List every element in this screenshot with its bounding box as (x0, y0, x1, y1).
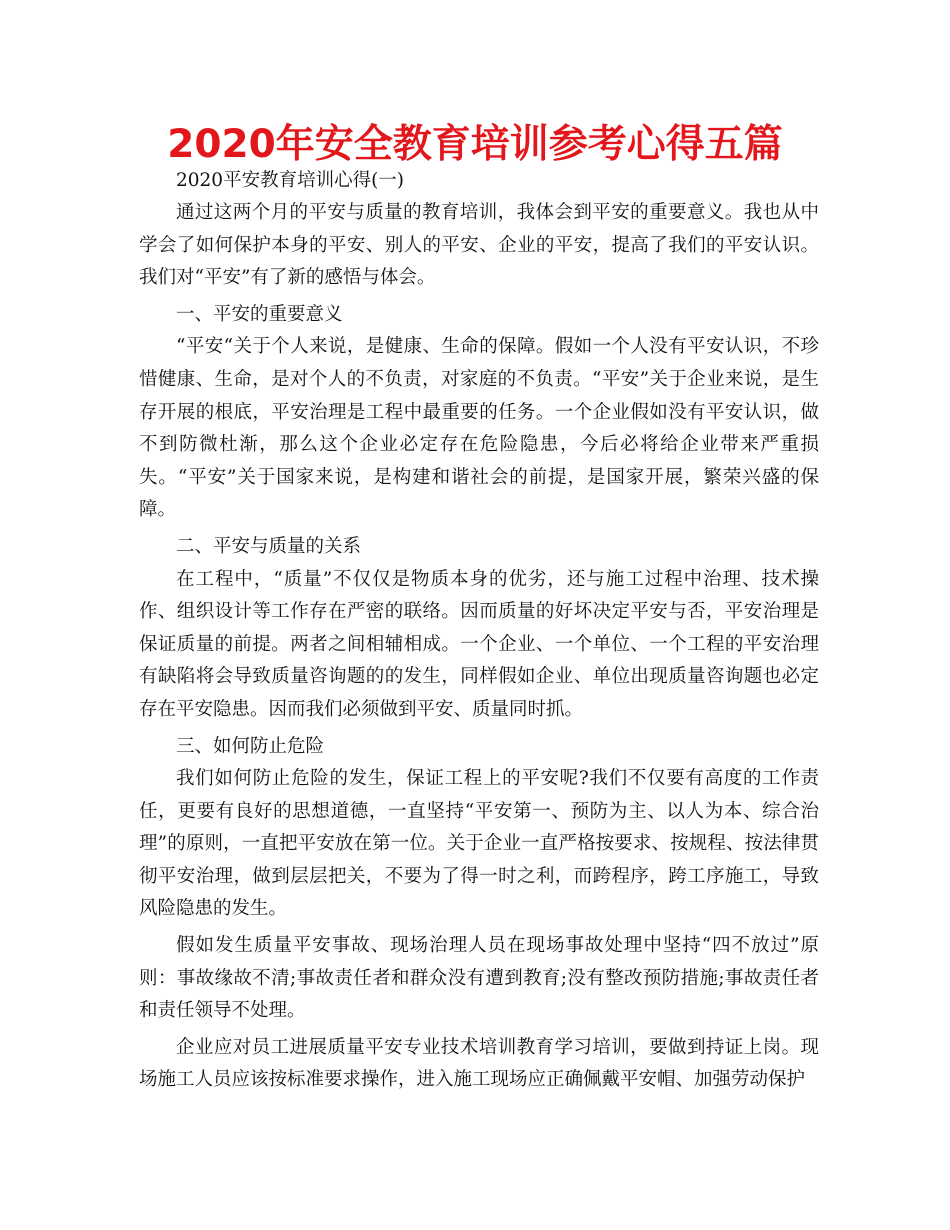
section-heading: 一、平安的重要意义 (176, 303, 343, 325)
paragraph: 在工程中，“质量”不仅仅是物质本身的优劣，还与施工过程中治理、技术操作、组织设计等工作存在严密的联络。因而质量的好坏决定平安与否，平安治理是保证质量的前提。两者之间相辅相成。一个企业、一个单位、一个工程的平安治理有缺陷将会导致质量咨询题的的发生，同样假如企业、单位出现质量咨询题也必定存在平安隐患。因而我们必须做到平安、质量同时抓。 (139, 568, 819, 720)
paragraph: 假如发生质量平安事故、现场治理人员在现场事故处理中坚持“四不放过”原则：事故缘故不清;事故责任者和群众没有遭到教育;没有整改预防措施;事故责任者和责任领导不处理。 (139, 935, 819, 1022)
paragraph: 通过这两个月的平安与质量的教育培训，我体会到平安的重要意义。我也从中学会了如何保护本身的平安、别人的平安、企业的平安，提高了我们的平安认识。我们对“平安”有了新的感悟与体会。 (139, 202, 819, 289)
document-title: 2020年安全教育培训参考心得五篇 (167, 122, 783, 167)
paragraph: 企业应对员工进展质量平安专业技术培训教育学习培训，要做到持证上岗。现场施工人员应该按标准要求操作，进入施工现场应正确佩戴平安帽、加强劳动保护 (139, 1036, 819, 1091)
section-heading: 二、平安与质量的关系 (176, 535, 362, 557)
paragraph: 我们如何防止危险的发生，保证工程上的平安呢?我们不仅要有高度的工作责任，更要有良好的思想道德，一直坚持“平安第一、预防为主、以人为本、综合治理”的原则，一直把平安放在第一位。关于企业一直严格按要求、按规程、按法律贯彻平安治理，做到层层把关，不要为了得一时之利，而跨程序，跨工序施工，导致风险隐患的发生。 (139, 768, 819, 920)
document-body (139, 165, 819, 1097)
paragraph: “平安“关于个人来说，是健康、生命的保障。假如一个人没有平安认识，不珍惜健康、生命，是对个人的不负责，对家庭的不负责。“平安”关于企业来说，是生存开展的根底，平安治理是工程中最重要的任务。一个企业假如没有平安认识，做不到防微杜渐，那么这个企业必定存在危险隐患，今后必将给企业带来严重损失。“平安”关于国家来说，是构建和谐社会的前提，是国家开展，繁荣兴盛的保障。 (139, 336, 819, 521)
section-heading: 三、如何防止危险 (176, 735, 325, 757)
section-subtitle: 2020平安教育培训心得(一) (176, 170, 405, 191)
